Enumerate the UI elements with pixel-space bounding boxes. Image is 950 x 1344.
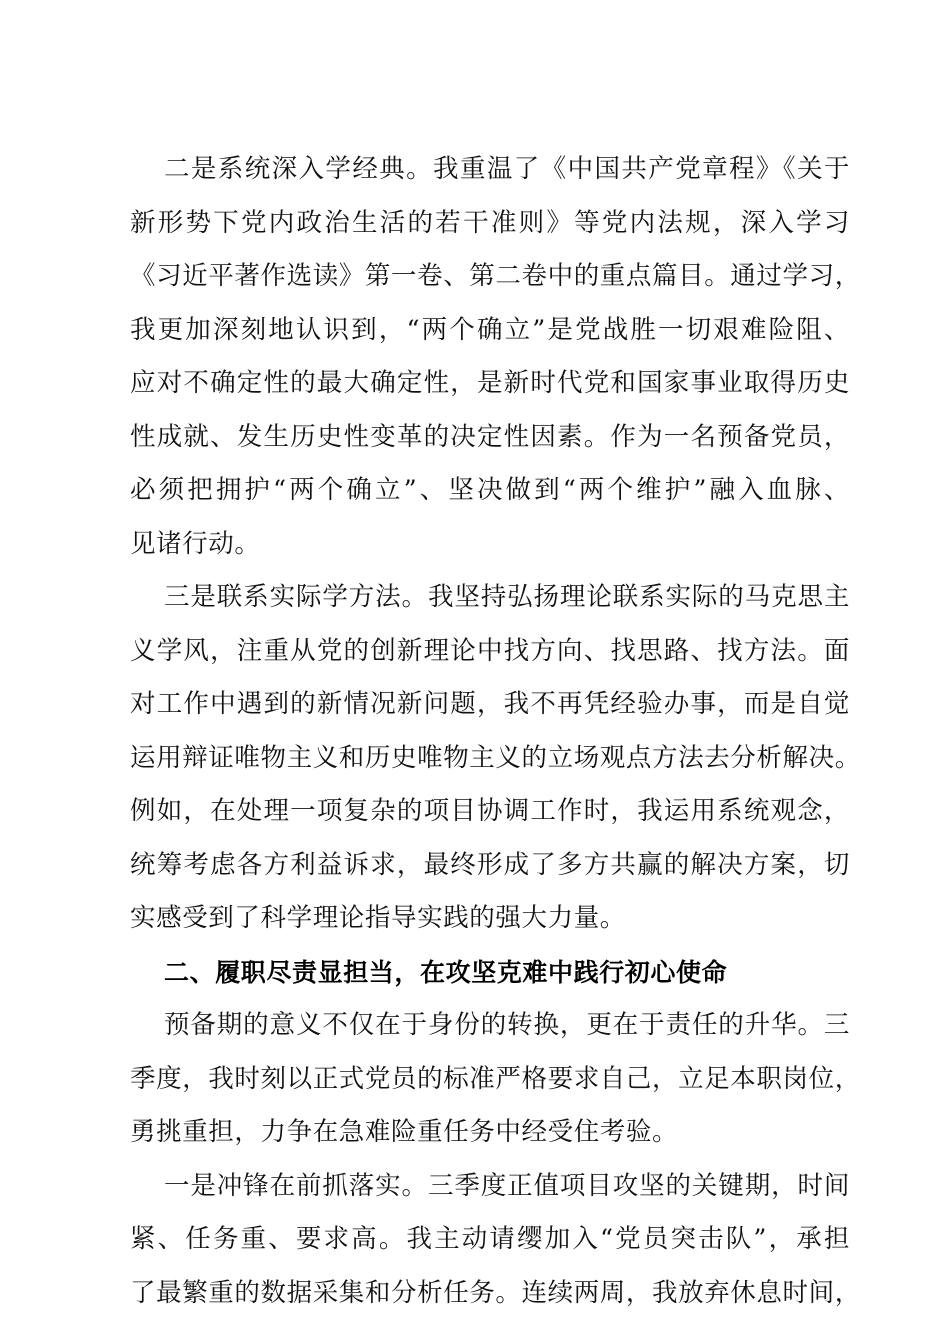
paragraph-line: 季度，我时刻以正式党员的标准严格要求自己，立足本职岗位， xyxy=(130,1063,861,1094)
paragraph-line: 新形势下党内政治生活的若干准则》等党内法规，深入学习 xyxy=(130,207,850,238)
paragraph-line: 运用辩证唯物主义和历史唯物主义的立场观点方法去分析解决。 xyxy=(130,742,861,773)
paragraph-line: 三是联系实际学方法。我坚持弘扬理论联系实际的马克思主 xyxy=(164,582,850,612)
paragraph-line: 预备期的意义不仅在于身份的转换，更在于责任的升华。三 xyxy=(164,1010,850,1040)
paragraph-probation-meaning xyxy=(130,999,861,1160)
paragraph-line: 见诸行动。 xyxy=(130,528,261,559)
paragraph-lead-the-charge xyxy=(130,1160,861,1321)
paragraph-line: 了最繁重的数据采集和分析任务。连续两周，我放弃休息时间， xyxy=(130,1277,861,1308)
paragraph-study-methods xyxy=(130,571,861,946)
paragraph-line: 一是冲锋在前抓落实。三季度正值项目攻坚的关键期，时间 xyxy=(164,1170,850,1201)
paragraph-line: 《习近平著作选读》第一卷、第二卷中的重点篇目。通过学习， xyxy=(130,261,861,291)
paragraph-line: 我更加深刻地认识到，“两个确立”是党战胜一切艰难险阻、 xyxy=(130,314,850,345)
section-heading xyxy=(130,946,850,1000)
paragraph-line: 统筹考虑各方利益诉求，最终形成了多方共赢的解决方案，切 xyxy=(130,849,850,880)
document-body xyxy=(130,143,861,1320)
paragraph-line: 紧、任务重、要求高。我主动请缨加入“党员突击队”，承担 xyxy=(130,1224,850,1254)
paragraph-line: 必须把拥护“两个确立”、坚决做到“两个维护”融入血脉、 xyxy=(130,475,850,505)
paragraph-line: 义学风，注重从党的创新理论中找方向、找思路、找方法。面 xyxy=(130,635,850,666)
paragraph-line: 应对不确定性的最大确定性，是新时代党和国家事业取得历史 xyxy=(130,368,850,398)
paragraph-line: 勇挑重担，力争在急难险重任务中经受住考验。 xyxy=(130,1117,679,1147)
paragraph-line: 性成就、发生历史性变革的决定性因素。作为一名预备党员， xyxy=(130,421,850,452)
paragraph-study-classics xyxy=(130,143,861,571)
section-heading-text: 二、履职尽责显担当，在攻坚克难中践行初心使命 xyxy=(164,957,728,987)
paragraph-line: 例如，在处理一项复杂的项目协调工作时，我运用系统观念， xyxy=(130,796,850,826)
paragraph-line: 二是系统深入学经典。我重温了《中国共产党章程》《关于 xyxy=(164,154,850,184)
paragraph-line: 实感受到了科学理论指导实践的强大力量。 xyxy=(130,903,626,933)
paragraph-line: 对工作中遇到的新情况新问题，我不再凭经验办事，而是自觉 xyxy=(130,689,850,719)
